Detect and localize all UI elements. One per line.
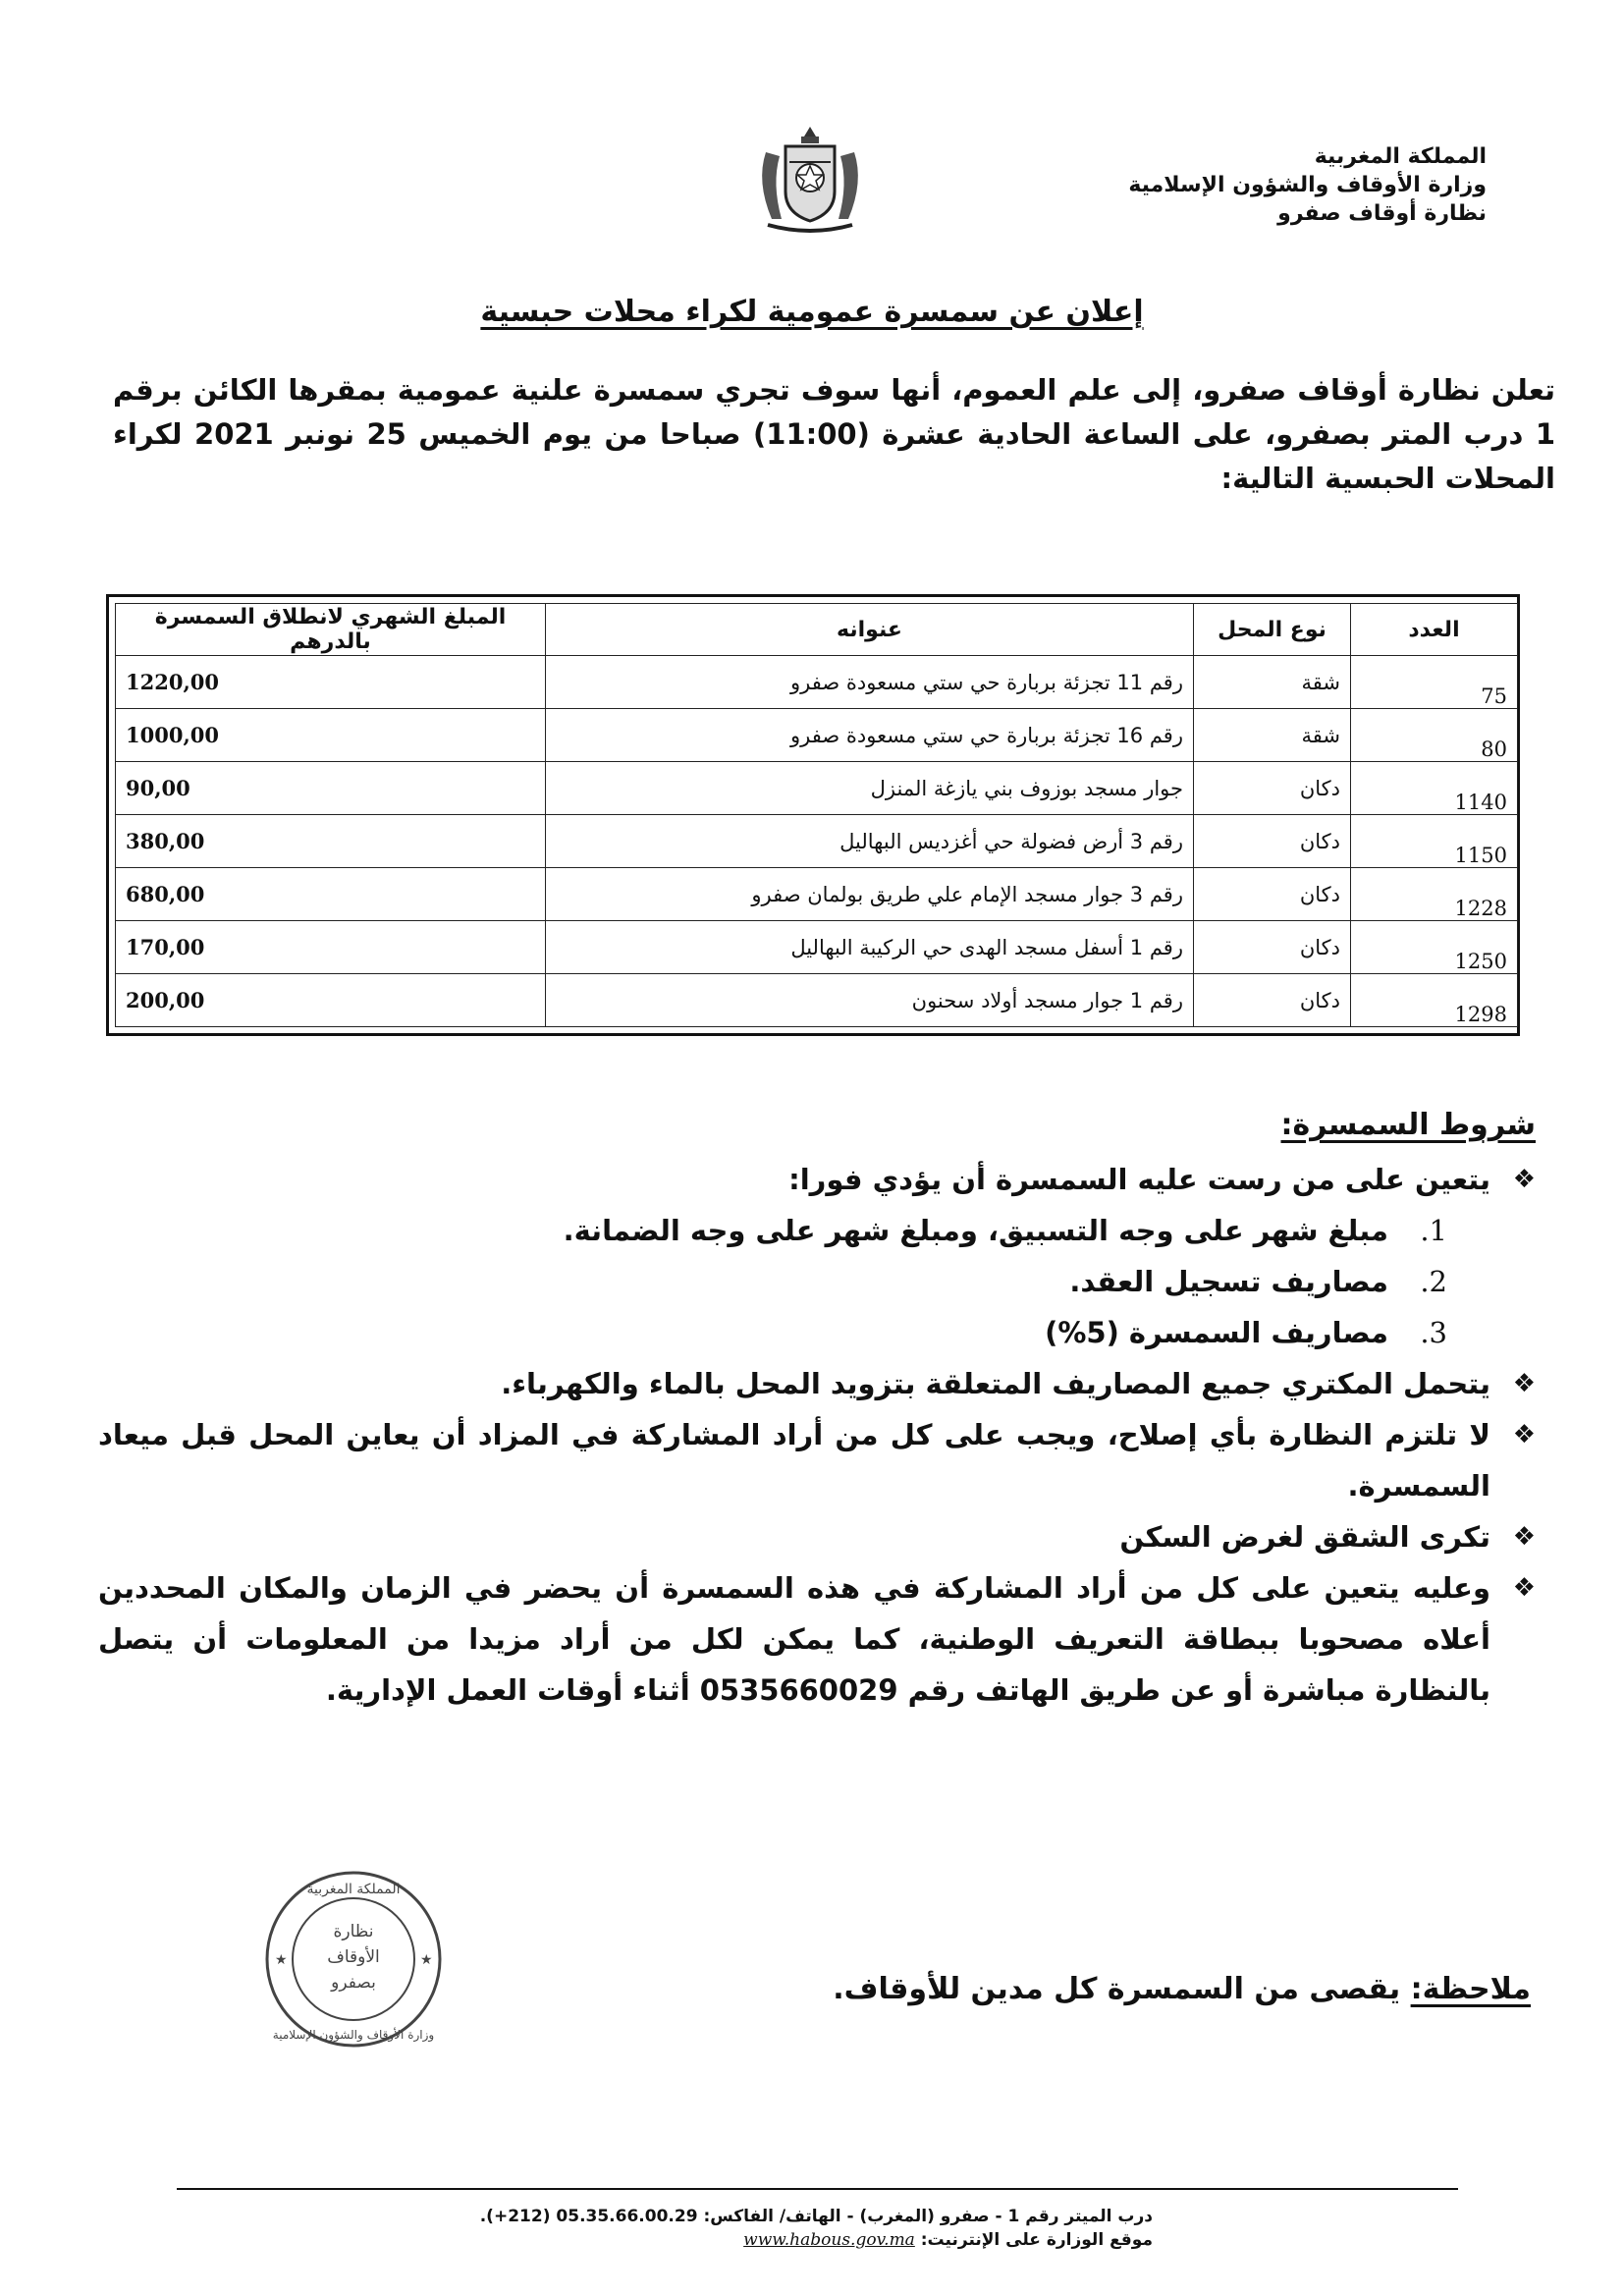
cell-number: 80 [1351, 709, 1518, 762]
table-header-row [116, 604, 1518, 656]
footer-address: درب الميتر رقم 1 - صفرو (المغرب) - الهاتف/ الفاكس: 05.35.66.00.29 (212+). [479, 2207, 1153, 2226]
table-row [116, 921, 1518, 974]
column-header-number: العدد [1351, 604, 1518, 656]
diamond-star-icon: ❖ [1512, 1165, 1536, 1194]
diamond-star-icon: ❖ [1512, 1369, 1536, 1398]
cell-type: شقة [1194, 709, 1351, 762]
places-table [115, 603, 1518, 1027]
list-item [98, 1562, 1536, 1716]
diamond-star-icon: ❖ [1512, 1420, 1536, 1449]
list-item [98, 1358, 1536, 1409]
svg-text:★: ★ [420, 1952, 433, 1968]
condition-text: لا تلتزم النظارة بأي إصلاح، ويجب على كل من أراد المشاركة في المزاد أن يعاين المحل قبل ميعاد السمسرة. [98, 1418, 1490, 1503]
intro-paragraph: تعلن نظارة أوقاف صفرو، إلى علم العموم، أنها سوف تجري سمسرة علنية عمومية بمقرها الكائن برقم 1 درب المتر بصفرو، على الساعة الحادية عشرة (11:00) صباحا من يوم الخميس 25 نونبر 2021 لكراء المحلات الحبسية التالية: [113, 373, 1556, 495]
table-row [116, 974, 1518, 1027]
svg-text:الأوقاف: الأوقاف [327, 1947, 380, 1967]
cell-amount: 380,00 [116, 815, 546, 868]
column-header-address: عنوانه [546, 604, 1194, 656]
column-header-amount: المبلغ الشهري لانطلاق السمسرة بالدرهم [116, 604, 546, 656]
cell-amount: 90,00 [116, 762, 546, 815]
condition-text: وعليه يتعين على كل من أراد المشاركة في هذه السمسرة أن يحضر في الزمان والمكان المحددين أعلاه مصحوبا ببطاقة التعريف الوطنية، كما يمكن لكل من أراد مزيدا من المعلومات أن يتصل بالنظارة مباشرة أو عن طريق الهاتف رقم 0535660029 أثناء أوقات العمل الإدارية. [98, 1571, 1490, 1707]
header-line: المملكة المغربية [1314, 144, 1487, 169]
table-row [116, 709, 1518, 762]
footer [480, 2205, 1153, 2252]
cell-address: رقم 3 جوار مسجد الإمام علي طريق بولمان صفرو [546, 868, 1194, 921]
footer-divider [177, 2188, 1458, 2190]
cell-address: رقم 3 أرض فضولة حي أغزديس البهاليل [546, 815, 1194, 868]
cell-number: 1140 [1351, 762, 1518, 815]
cell-number: 1228 [1351, 868, 1518, 921]
note-text: يقصى من السمسرة كل مدين للأوقاف. [833, 1972, 1401, 2006]
header-line: وزارة الأوقاف والشؤون الإسلامية [1128, 173, 1487, 197]
places-table-frame [106, 594, 1520, 1036]
sub-text: مبلغ شهر على وجه التسبيق، ومبلغ شهر على وجه الضمانة. [563, 1214, 1388, 1247]
conditions-title: شروط السمسرة: [1280, 1108, 1536, 1142]
conditions-list [98, 1154, 1536, 1716]
condition-text: يتعين على من رست عليه السمسرة أن يؤدي فورا: [788, 1163, 1490, 1196]
cell-type: دكان [1194, 762, 1351, 815]
cell-number: 75 [1351, 656, 1518, 709]
table-row [116, 868, 1518, 921]
cell-address: رقم 16 تجزئة بربارة حي ستي مسعودة صفرو [546, 709, 1194, 762]
column-header-type: نوع المحل [1194, 604, 1351, 656]
svg-text:نظارة: نظارة [333, 1922, 374, 1941]
sub-number: 1. [1420, 1214, 1447, 1247]
cell-address: رقم 11 تجزئة بربارة حي ستي مسعودة صفرو [546, 656, 1194, 709]
cell-address: رقم 1 أسفل مسجد الهدى حي الركيبة البهاليل [546, 921, 1194, 974]
sub-text: مصاريف تسجيل العقد. [1069, 1265, 1388, 1298]
condition-text: تكرى الشقق لغرض السكن [1119, 1520, 1490, 1554]
list-item [98, 1154, 1536, 1205]
note [833, 1972, 1531, 2006]
sub-text: مصاريف السمسرة (5%) [1045, 1316, 1388, 1349]
cell-address: جوار مسجد بوزوف بني يازغة المنزل [546, 762, 1194, 815]
document-title [0, 295, 1624, 329]
cell-type: دكان [1194, 868, 1351, 921]
header-line: نظارة أوقاف صفرو [1277, 201, 1487, 226]
svg-text:وزارة الأوقاف والشؤون الإسلامي: وزارة الأوقاف والشؤون الإسلامية [272, 2028, 435, 2042]
list-item [98, 1307, 1536, 1358]
cell-amount: 1220,00 [116, 656, 546, 709]
footer-website-label: موقع الوزارة على الإنترنيت: [920, 2230, 1153, 2250]
list-item [98, 1256, 1536, 1307]
cell-type: دكان [1194, 921, 1351, 974]
list-item [98, 1205, 1536, 1256]
diamond-star-icon: ❖ [1512, 1573, 1536, 1603]
table-row [116, 656, 1518, 709]
cell-type: شقة [1194, 656, 1351, 709]
table-row [116, 815, 1518, 868]
condition-text: يتحمل المكتري جميع المصاريف المتعلقة بتزويد المحل بالماء والكهرباء. [501, 1367, 1490, 1400]
cell-type: دكان [1194, 974, 1351, 1027]
note-label: ملاحظة: [1410, 1972, 1531, 2006]
table-row [116, 762, 1518, 815]
svg-text:★: ★ [275, 1952, 288, 1968]
list-item [98, 1409, 1536, 1511]
cell-amount: 170,00 [116, 921, 546, 974]
cell-amount: 200,00 [116, 974, 546, 1027]
coat-of-arms-icon [746, 123, 874, 236]
footer-website-line [480, 2228, 1153, 2252]
cell-type: دكان [1194, 815, 1351, 868]
cell-address: رقم 1 جوار مسجد أولاد سحنون [546, 974, 1194, 1027]
svg-text:بصفرو: بصفرو [331, 1973, 376, 1993]
sub-number: 2. [1420, 1265, 1447, 1298]
diamond-star-icon: ❖ [1512, 1522, 1536, 1552]
document-title-text: إعلان عن سمسرة عمومية لكراء محلات حبسية [480, 295, 1144, 329]
header-ministry [1128, 142, 1487, 228]
cell-amount: 680,00 [116, 868, 546, 921]
cell-number: 1250 [1351, 921, 1518, 974]
sub-number: 3. [1420, 1316, 1447, 1349]
cell-amount: 1000,00 [116, 709, 546, 762]
svg-text:المملكة المغربية: المملكة المغربية [306, 1882, 401, 1897]
list-item [98, 1511, 1536, 1562]
website-link[interactable]: www.habous.gov.ma [743, 2230, 915, 2250]
official-stamp [255, 1866, 452, 2052]
cell-number: 1298 [1351, 974, 1518, 1027]
cell-number: 1150 [1351, 815, 1518, 868]
